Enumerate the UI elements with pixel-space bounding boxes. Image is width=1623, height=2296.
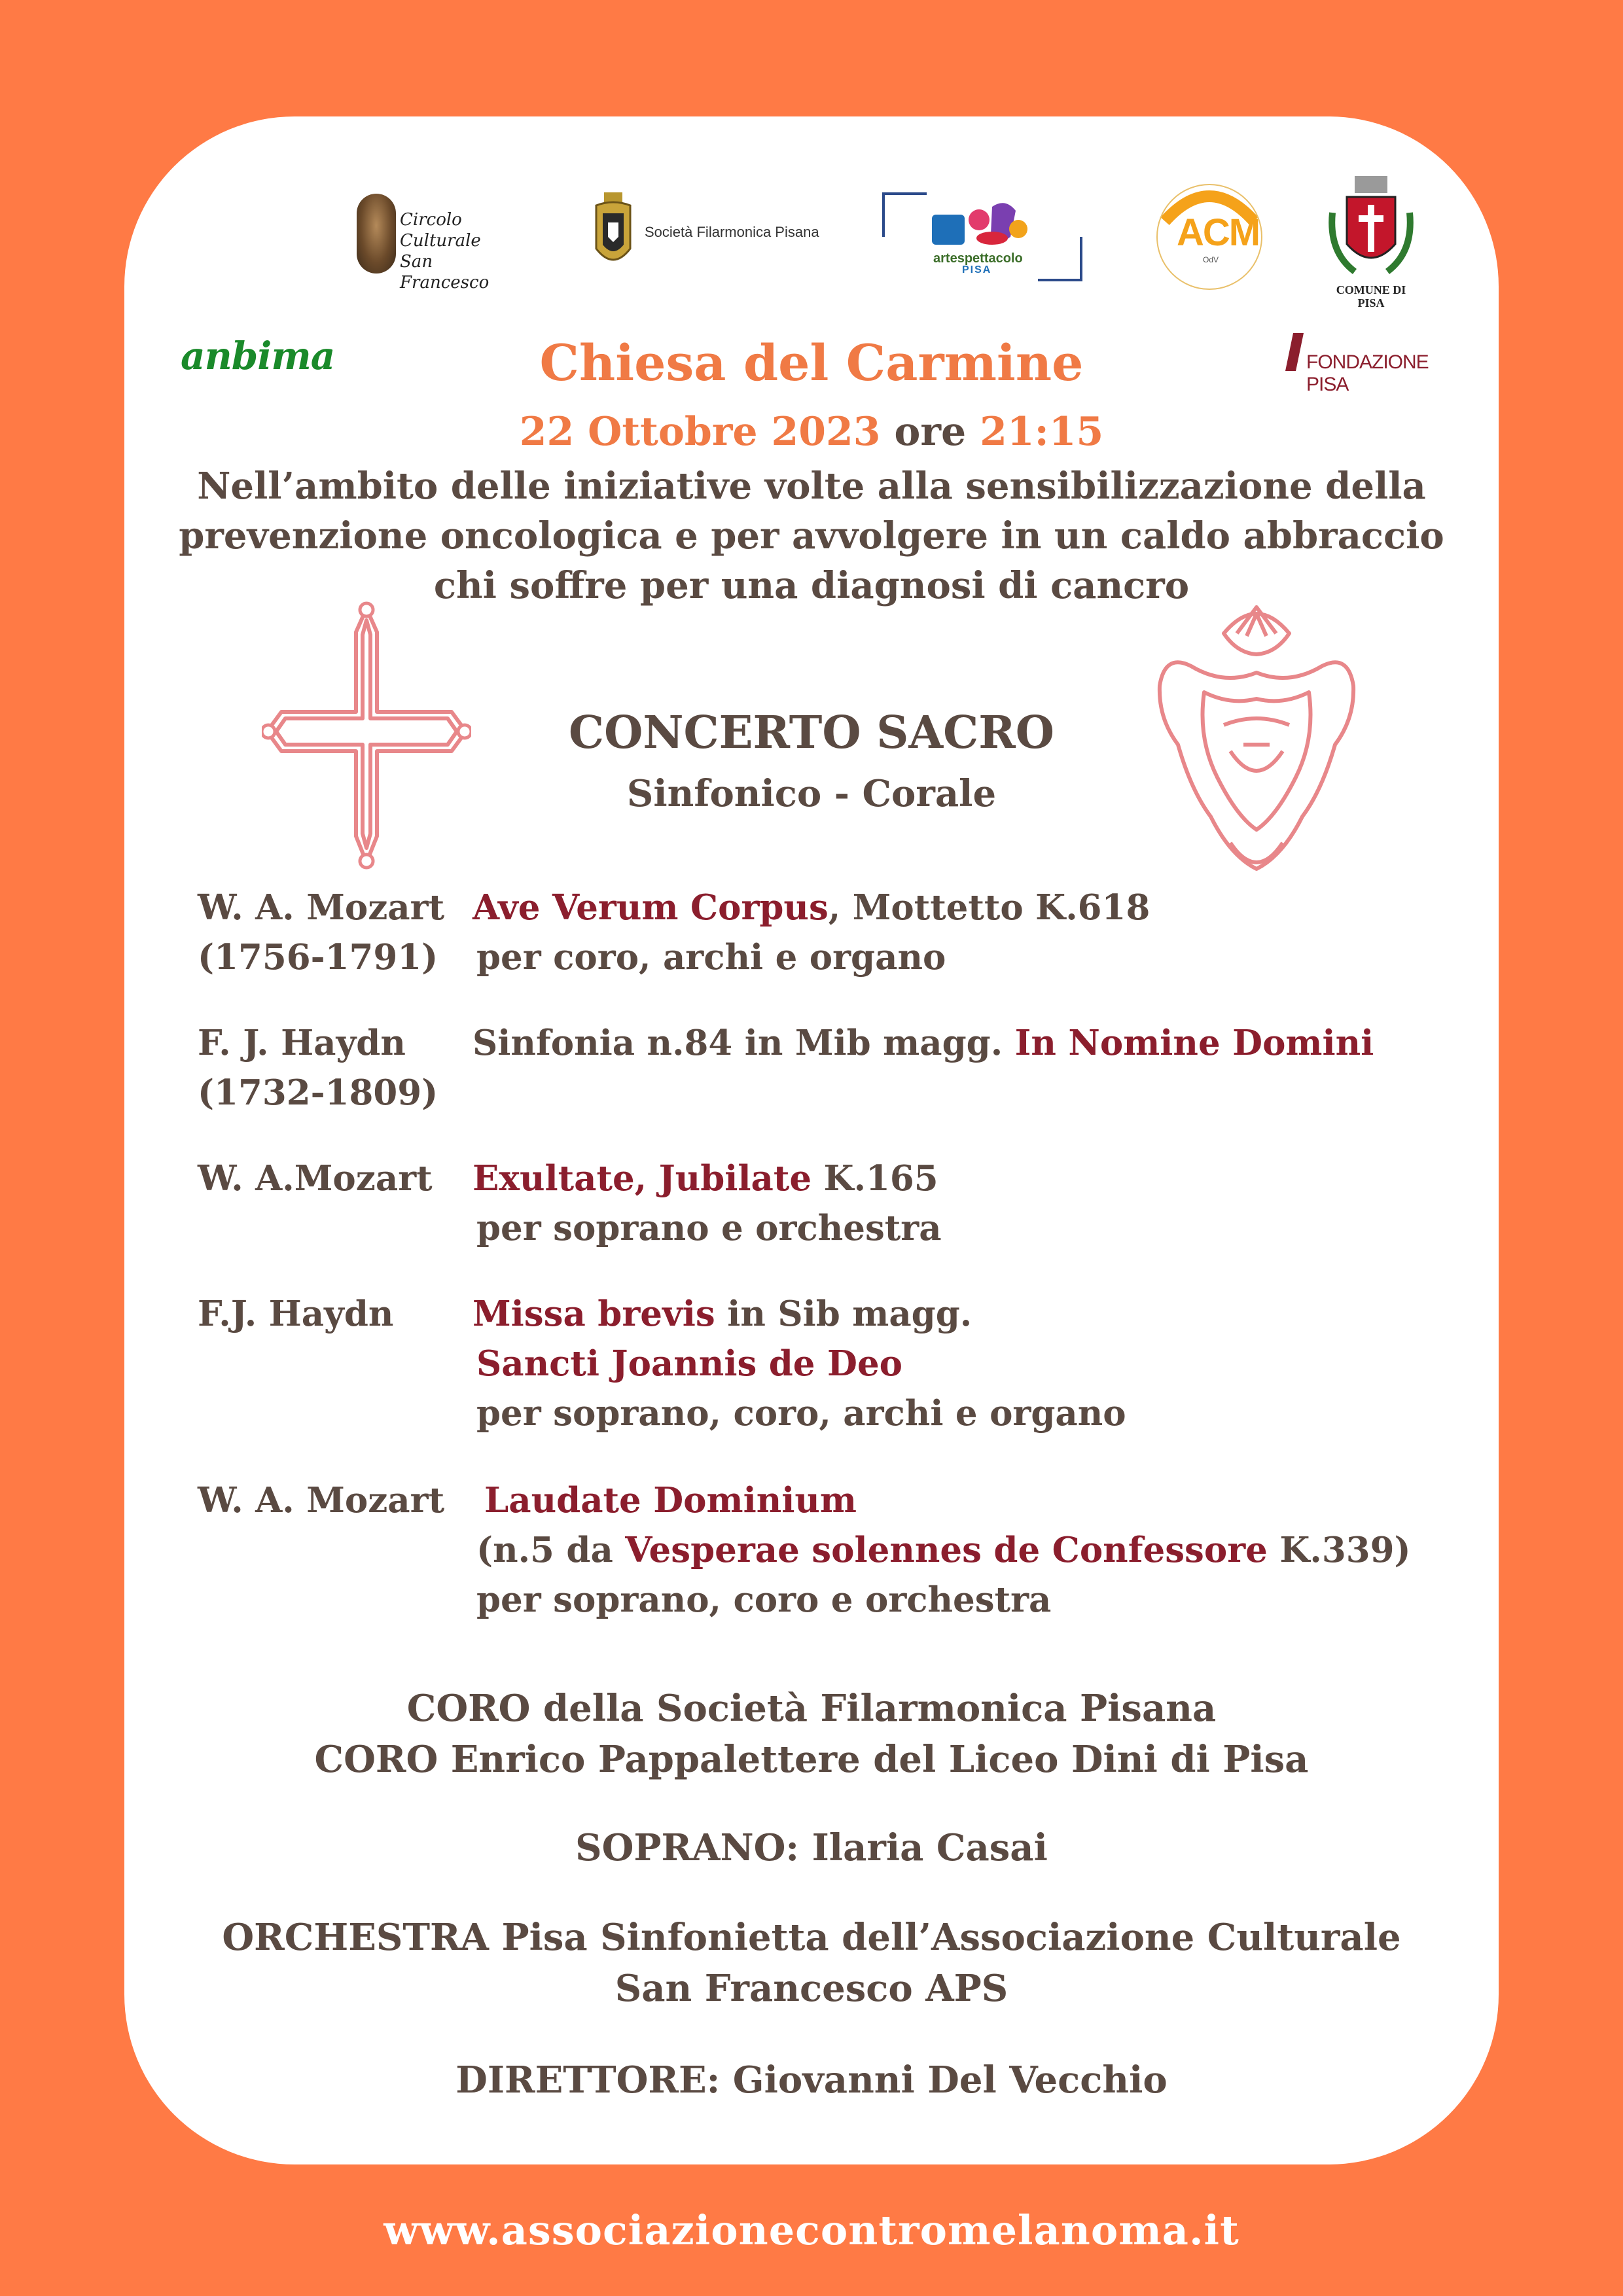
program-3-title: Exultate, Jubilate bbox=[473, 1158, 812, 1199]
program-2-title: In Nomine Domini bbox=[1014, 1023, 1374, 1063]
program-4-composer-name: F.J. Haydn bbox=[198, 1294, 394, 1334]
concert-subtitle: Sinfonico - Corale bbox=[626, 772, 997, 815]
program-1-rest: , Mottetto K.618 bbox=[828, 887, 1150, 928]
program-5-piece bbox=[473, 1475, 1411, 1625]
orchestra-line-2: San Francesco APS bbox=[615, 1967, 1008, 2010]
program-5-l2-post: K.339) bbox=[1267, 1530, 1411, 1570]
concert-title: CONCERTO SACRO bbox=[568, 707, 1055, 759]
program-4-line2: Sancti Joannis de Deo bbox=[476, 1343, 903, 1384]
fondazione-name: FONDAZIONE PISA bbox=[1306, 351, 1429, 395]
program-3-composer-name: W. A.Mozart bbox=[198, 1158, 433, 1199]
director-credit: DIRETTORE: Giovanni Del Vecchio bbox=[455, 2058, 1168, 2102]
saint-portrait-icon bbox=[357, 194, 396, 274]
comune-line2: PISA bbox=[1357, 296, 1385, 309]
acm-logo bbox=[1150, 178, 1268, 291]
filarmonica-name: Società Filarmonica Pisana bbox=[645, 224, 819, 240]
choir-2: CORO Enrico Pappalettere del Liceo Dini di Pisa bbox=[314, 1738, 1309, 1781]
program-2-piece bbox=[473, 1018, 1374, 1068]
filarmonica-crest-icon bbox=[592, 190, 634, 274]
program-1-years: (1756-1791) bbox=[198, 937, 438, 978]
program-4-line3: per soprano, coro, archi e organo bbox=[476, 1393, 1126, 1434]
program-1-title: Ave Verum Corpus bbox=[473, 887, 829, 928]
comune-di-pisa-logo bbox=[1329, 173, 1414, 311]
program-1-line2: per coro, archi e organo bbox=[476, 937, 946, 978]
program-3-composer bbox=[198, 1154, 433, 1203]
program-4-title: Missa brevis bbox=[473, 1294, 715, 1334]
program-5-title: Laudate Dominium bbox=[484, 1480, 857, 1521]
acm-mark: ACM bbox=[1177, 211, 1260, 254]
program-5-l2-title: Vesperae solennes de Confessore bbox=[625, 1530, 1268, 1570]
website-link[interactable]: www.associazionecontromelanoma.it bbox=[383, 2206, 1240, 2254]
artespettacolo-logo bbox=[881, 191, 1084, 283]
intro-line-2: prevenzione oncologica e per avvolgere in un caldo abbraccio bbox=[179, 514, 1444, 557]
program-3-rest: K.165 bbox=[812, 1158, 938, 1199]
program-1-piece bbox=[473, 883, 1150, 982]
intro-line-1: Nell’ambito delle iniziative volte alla sensibilizzazione della bbox=[197, 465, 1426, 508]
soprano-credit: SOPRANO: Ilaria Casai bbox=[575, 1826, 1048, 1869]
choir-1: CORO della Società Filarmonica Pisana bbox=[406, 1687, 1217, 1730]
circolo-line1: Circolo Culturale bbox=[400, 210, 481, 251]
filarmonica-logo bbox=[592, 190, 841, 275]
program-4-composer bbox=[198, 1289, 393, 1339]
program-1-composer bbox=[198, 883, 444, 982]
artespettacolo-line2: PISA bbox=[962, 264, 992, 275]
event-date: 22 Ottobre 2023 bbox=[519, 409, 881, 455]
intro-text bbox=[0, 461, 1623, 610]
program-1-composer-name: W. A. Mozart bbox=[198, 887, 445, 928]
program-5-line3: per soprano, coro e orchestra bbox=[476, 1580, 1052, 1620]
program-4-piece bbox=[473, 1289, 1126, 1438]
acm-odv: OdV bbox=[1203, 255, 1219, 264]
pisa-coat-of-arms-icon bbox=[1329, 173, 1414, 281]
event-date-time bbox=[0, 409, 1623, 455]
program-2-pre: Sinfonia n.84 in Mib magg. bbox=[473, 1023, 1015, 1063]
orchestra-line-1: ORCHESTRA Pisa Sinfonietta dell’Associazione Culturale bbox=[222, 1916, 1401, 1959]
circolo-line2: San Francesco bbox=[400, 252, 490, 292]
artespettacolo-line1: artespettacolo bbox=[933, 251, 1023, 266]
program-5-composer bbox=[198, 1475, 444, 1525]
orchestra-credit bbox=[0, 1912, 1623, 2014]
program-4-rest: in Sib magg. bbox=[715, 1294, 972, 1334]
event-time: 21:15 bbox=[980, 409, 1104, 455]
choirs-credit bbox=[0, 1683, 1623, 1785]
program-5-composer-name: W. A. Mozart bbox=[198, 1480, 445, 1521]
anbima-logo: anbima bbox=[181, 334, 335, 378]
comune-line1: COMUNE DI bbox=[1336, 283, 1406, 296]
program-3-line2: per soprano e orchestra bbox=[476, 1208, 942, 1248]
circolo-culturale-logo bbox=[357, 191, 527, 292]
program-2-composer-name: F. J. Haydn bbox=[198, 1023, 406, 1063]
program-3-piece bbox=[473, 1154, 942, 1253]
program-5-l2-pre: (n.5 da bbox=[476, 1530, 626, 1570]
intro-line-3: chi soffre per una diagnosi di cancro bbox=[433, 564, 1190, 607]
venue-title: Chiesa del Carmine bbox=[539, 334, 1084, 392]
program-2-composer bbox=[198, 1018, 438, 1118]
event-time-word: ore bbox=[894, 409, 967, 455]
program-2-years: (1732-1809) bbox=[198, 1072, 438, 1113]
